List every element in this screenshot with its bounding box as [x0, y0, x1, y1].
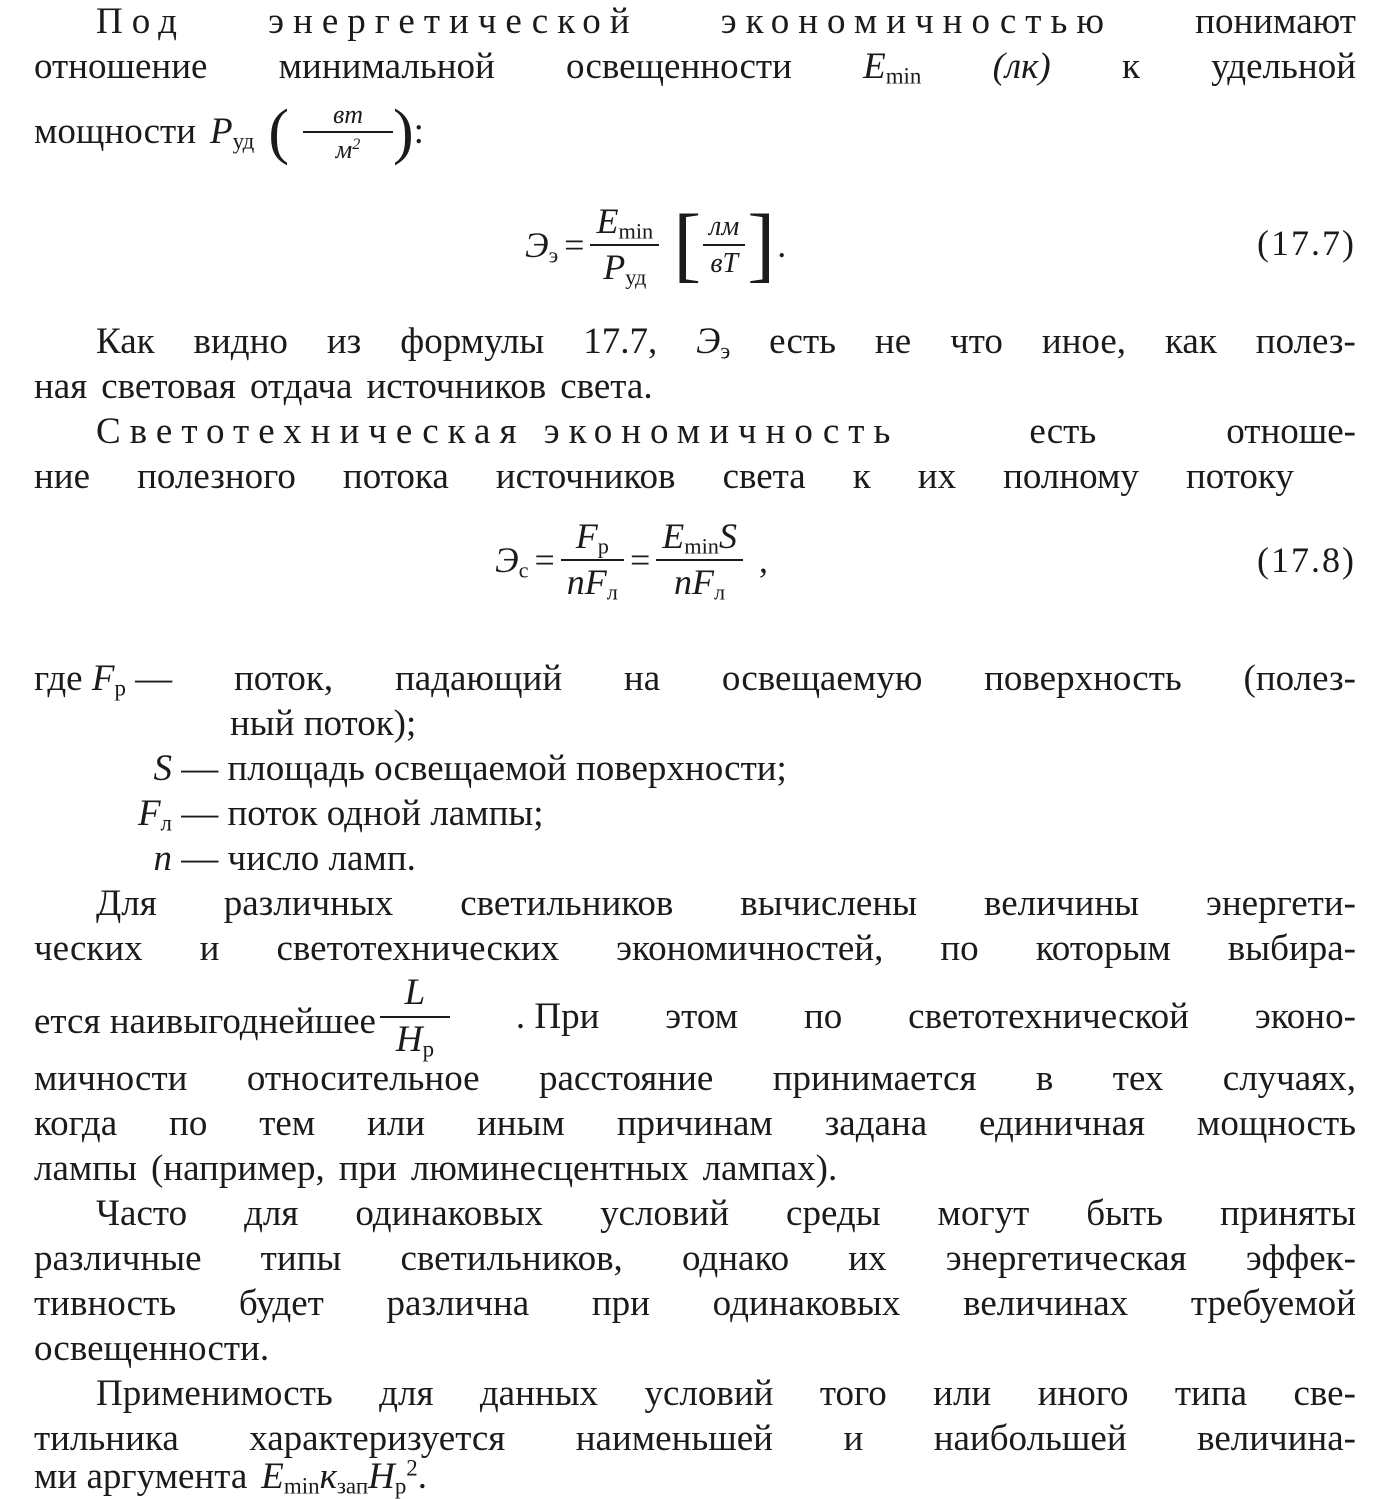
word: при	[591, 1283, 650, 1324]
fraction-bar	[561, 559, 624, 561]
word: того	[819, 1373, 887, 1414]
word: ние	[34, 456, 91, 497]
word: одинаковых	[355, 1193, 544, 1234]
word: энергетическая	[945, 1238, 1187, 1279]
word: полному	[1003, 456, 1139, 497]
word: падающий	[394, 658, 563, 699]
formula-end: .	[777, 225, 787, 265]
def-text: поток одной лампы;	[227, 793, 544, 834]
word: Под	[96, 1, 186, 42]
word: понимают	[1195, 1, 1356, 42]
p4-line3	[34, 972, 1356, 1062]
word: которым	[1035, 928, 1171, 969]
p1-line3	[34, 92, 1356, 172]
word: иное,	[1041, 321, 1127, 362]
word: для	[244, 1193, 299, 1234]
term-spaced: Светотехническая экономичность	[96, 411, 900, 452]
word: (например,	[150, 1148, 325, 1189]
word: есть	[1029, 411, 1097, 452]
bracket-close: ]	[747, 198, 776, 291]
word: в	[1035, 1058, 1054, 1099]
p3-line2	[34, 455, 1294, 499]
word: тильника	[34, 1418, 179, 1459]
def-fl	[120, 792, 544, 836]
word: расстояние	[539, 1058, 714, 1099]
word: к	[852, 456, 871, 497]
word: освещенности.	[34, 1328, 270, 1369]
def-line-fp	[34, 657, 1356, 701]
fraction-bar	[703, 244, 745, 246]
p5-line3	[34, 1282, 1356, 1326]
word: величина-	[1197, 1418, 1356, 1459]
word: освещенности	[566, 46, 792, 87]
formula-17-8-body	[495, 505, 768, 615]
word: . При	[515, 996, 600, 1037]
colon: :	[413, 111, 424, 152]
word: полезного	[137, 456, 296, 497]
pud-symbol: $P_{уд}$	[210, 111, 255, 154]
word: принимается	[772, 1058, 977, 1099]
word: отдача	[249, 366, 353, 407]
word: мичности	[34, 1058, 188, 1099]
paren-open: (	[268, 98, 289, 166]
word: ется наивыгоднейшее	[34, 1001, 376, 1042]
where-word: где $F_р$ —	[34, 658, 173, 701]
word: ческих	[34, 928, 143, 969]
word: и	[199, 928, 220, 969]
word: одинаковых	[712, 1283, 901, 1324]
word: типы	[260, 1238, 342, 1279]
word: величины	[983, 883, 1139, 924]
word: энергети-	[1205, 883, 1356, 924]
word: светильников	[460, 883, 674, 924]
word: света.	[560, 366, 653, 407]
word: как	[1165, 321, 1217, 362]
word: по	[803, 996, 843, 1037]
p6-line3	[34, 1455, 1356, 1499]
word: видно	[193, 321, 288, 362]
word: величинах	[963, 1283, 1129, 1324]
emin-symbol: $E_{min}$	[863, 46, 922, 89]
def-dash: —	[181, 838, 219, 879]
fraction-emin-pud: $\frac{E_{min}}{P_{уд}}$	[590, 203, 659, 287]
equals-sign: =	[629, 540, 651, 580]
word: (полез-	[1243, 658, 1356, 699]
word: по	[169, 1103, 208, 1144]
line-head	[34, 974, 450, 1060]
word: полез-	[1255, 321, 1356, 362]
word: характеризуется	[249, 1418, 506, 1459]
equation-number: (17.8)	[1257, 540, 1356, 580]
def-dash: —	[181, 748, 219, 789]
word: причинам	[616, 1103, 773, 1144]
word: потока	[342, 456, 449, 497]
def-text: число ламп.	[227, 838, 416, 879]
p4-line2	[34, 927, 1356, 971]
word: относительное	[246, 1058, 480, 1099]
word: поверхность	[984, 658, 1182, 699]
fraction-fp-nfl: $\frac{F_р}{nF_л}$	[561, 518, 624, 602]
word: Как	[96, 321, 155, 362]
word: при	[338, 1148, 397, 1189]
p5-line4	[34, 1327, 1356, 1371]
word: для	[379, 1373, 434, 1414]
word: отношение	[34, 46, 208, 87]
word: данных	[479, 1373, 599, 1414]
word: отноше-	[1226, 411, 1356, 452]
word: на	[623, 658, 661, 699]
p3-line1	[96, 410, 1356, 454]
word: све-	[1293, 1373, 1356, 1414]
word: наибольшей	[933, 1418, 1127, 1459]
word: тех	[1112, 1058, 1164, 1099]
word: мощности	[34, 111, 197, 152]
word: тивность	[34, 1283, 177, 1324]
def-n	[120, 837, 416, 881]
p2-line1	[96, 320, 1356, 364]
word: люминесцентных	[410, 1148, 689, 1189]
word: быть	[1086, 1193, 1164, 1234]
fraction-bar	[380, 1016, 450, 1018]
formula-17-7-body	[525, 190, 786, 300]
word: задана	[824, 1103, 928, 1144]
word: их	[917, 456, 957, 497]
word: к	[1121, 46, 1140, 87]
word: или	[933, 1373, 992, 1414]
def-symbol: S	[153, 748, 172, 789]
p6-line1	[96, 1372, 1356, 1416]
word: ная	[34, 366, 88, 407]
word: что	[950, 321, 1003, 362]
p4-line5	[34, 1102, 1356, 1146]
word: светотехнических	[276, 928, 560, 969]
word: по	[940, 928, 979, 969]
word: есть	[769, 321, 836, 362]
word: не	[874, 321, 912, 362]
word: освещаемую	[721, 658, 923, 699]
p4-line6	[34, 1147, 1356, 1191]
word: светильников,	[400, 1238, 623, 1279]
formula-end: ,	[758, 540, 768, 580]
equals-sign: =	[564, 225, 585, 265]
def-symbol: n	[153, 838, 172, 879]
word: удельной	[1211, 46, 1356, 87]
word: потоку	[1185, 456, 1294, 497]
lhs-symbol: $Э_с$	[495, 540, 529, 583]
word: 17.7,	[583, 321, 658, 362]
fraction-bar	[656, 559, 743, 561]
paren-close: )	[393, 98, 414, 166]
word: условий	[644, 1373, 774, 1414]
word: иным	[476, 1103, 565, 1144]
word: (лк)	[992, 46, 1051, 87]
word: светотехнической	[908, 996, 1189, 1037]
word: единичная	[979, 1103, 1146, 1144]
word: наименьшей	[575, 1418, 773, 1459]
argument-expression: $E_{min}к_{зап}H_р^2$.	[261, 1455, 428, 1499]
word: Применимость	[96, 1373, 333, 1414]
equals-sign: =	[534, 540, 555, 580]
word: когда	[34, 1103, 118, 1144]
word: Для	[96, 883, 157, 924]
word: условий	[600, 1193, 730, 1234]
word: различные	[34, 1238, 202, 1279]
unit-fraction: $\frac{вт}{м^2}$	[303, 101, 393, 164]
word: однако	[681, 1238, 790, 1279]
word: поток,	[233, 658, 334, 699]
word: световая	[101, 366, 236, 407]
p2-line2	[34, 365, 1356, 409]
word: эконо-	[1254, 996, 1356, 1037]
word: ми аргумента	[34, 1456, 248, 1497]
word: или	[367, 1103, 426, 1144]
word: среды	[786, 1193, 881, 1234]
word: иного	[1037, 1373, 1129, 1414]
word: минимальной	[278, 46, 495, 87]
equation-number: (17.7)	[1257, 223, 1356, 263]
word: и	[843, 1418, 864, 1459]
word: мощность	[1196, 1103, 1356, 1144]
formula-17-8	[0, 505, 1376, 615]
p5-line1	[96, 1192, 1356, 1236]
word: случаях,	[1222, 1058, 1356, 1099]
word: Часто	[96, 1193, 188, 1234]
word: из	[326, 321, 362, 362]
word: источников	[495, 456, 676, 497]
def-fp-cont: ный поток);	[230, 703, 417, 744]
fraction-bar	[590, 244, 659, 246]
ee-symbol: $Э_э$	[696, 321, 731, 364]
p4-line4	[34, 1057, 1356, 1101]
def-symbol: $F_л$	[137, 793, 172, 836]
word: энергетической	[268, 1, 639, 42]
fraction-emins-nfl: $\frac{E_{min}S}{nF_л}$	[656, 518, 743, 602]
word: лампы	[34, 1148, 137, 1189]
word: приняты	[1220, 1193, 1356, 1234]
def-text: площадь освещаемой поверхности;	[227, 748, 787, 789]
word: типа	[1174, 1373, 1248, 1414]
word: формулы	[400, 321, 545, 362]
word: этом	[665, 996, 739, 1037]
bracket-open: [	[673, 198, 702, 291]
word: их	[848, 1238, 887, 1279]
unit-fraction: $\frac{лм}{вТ}$	[703, 212, 745, 279]
word: света	[722, 456, 806, 497]
p4-line1	[96, 882, 1356, 926]
fraction-l-hp: $\frac{L}{H_р}$	[380, 974, 450, 1060]
word: требуемой	[1190, 1283, 1356, 1324]
word: вычислены	[740, 883, 918, 924]
p1-line1	[96, 0, 1356, 44]
lhs-symbol: $Э_э$	[525, 225, 559, 268]
word: могут	[937, 1193, 1030, 1234]
word: выбира-	[1227, 928, 1356, 969]
fraction-bar	[303, 131, 393, 133]
word: будет	[238, 1283, 324, 1324]
word: тем	[259, 1103, 316, 1144]
def-s	[120, 747, 787, 791]
word: лампах).	[702, 1148, 838, 1189]
p1-line2	[34, 45, 1356, 89]
word: различна	[386, 1283, 530, 1324]
p5-line2	[34, 1237, 1356, 1281]
word: эффек-	[1245, 1238, 1356, 1279]
word: экономичностей,	[616, 928, 884, 969]
word: экономичностью	[720, 1, 1113, 42]
formula-17-7	[0, 190, 1376, 300]
word: различных	[223, 883, 394, 924]
def-dash: —	[181, 793, 219, 834]
word: источников	[366, 366, 547, 407]
